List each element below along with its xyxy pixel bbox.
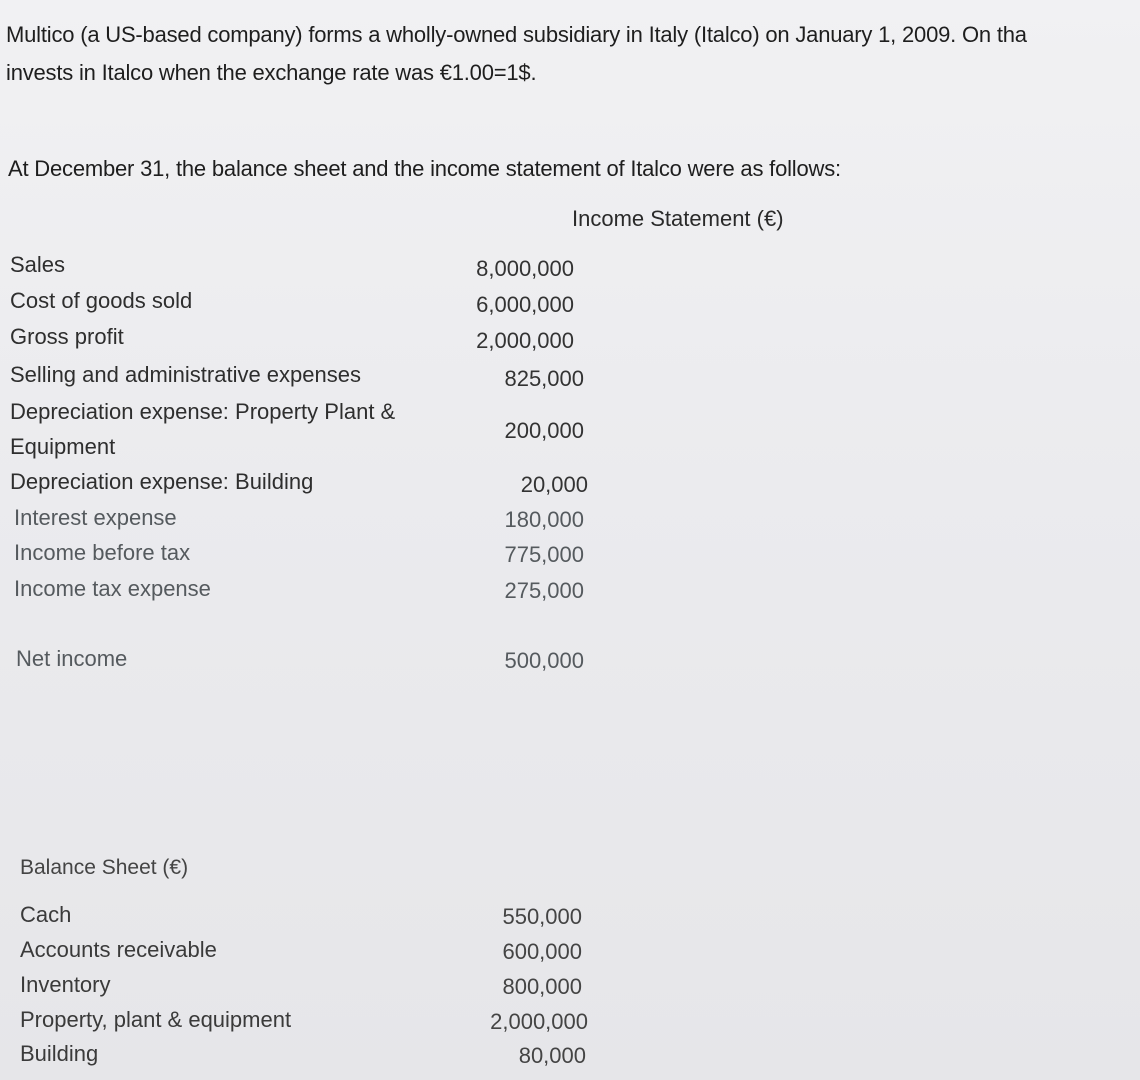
is-label-depr-ppe: Depreciation expense: Property Plant & Equipment [10,399,396,459]
is-label-sales: Sales [10,252,66,277]
is-value-income-before-tax: 775,000 [504,542,584,567]
is-value-cogs: 6,000,000 [476,292,574,317]
is-label-gross-profit: Gross profit [10,324,124,349]
intro-line-1: Multico (a US-based company) forms a wholly-owned subsidiary in Italy (Italco) on January 1, 2009. On tha [6,22,1027,47]
is-label-depr-building: Depreciation expense: Building [10,469,314,494]
is-label-net-income: Net income [16,646,128,671]
is-label-income-before-tax: Income before tax [14,540,191,565]
statement-intro: At December 31, the balance sheet and the income statement of Italco were as follows: [8,156,841,181]
is-value-gross-profit: 2,000,000 [476,328,574,353]
is-value-sales: 8,000,000 [476,256,574,281]
balance-sheet-title: Balance Sheet (€) [20,856,189,879]
income-statement-title: Income Statement (€) [572,206,784,231]
is-label-interest: Interest expense [14,505,177,530]
is-value-interest: 180,000 [504,507,584,532]
is-value-sga: 825,000 [504,366,584,391]
bs-value-inventory: 800,000 [502,974,582,999]
bs-value-cash: 550,000 [502,904,582,929]
bs-label-inventory: Inventory [20,972,111,997]
is-value-depr-ppe: 200,000 [504,418,584,443]
is-label-income-tax: Income tax expense [14,576,211,601]
is-value-net-income: 500,000 [504,648,584,673]
bs-label-cash: Cach [20,902,72,927]
bs-value-building: 80,000 [518,1043,586,1068]
intro-line-2: invests in Italco when the exchange rate was €1.00=1$. [6,60,537,85]
is-label-sga: Selling and administrative expenses [10,362,361,387]
bs-value-accounts-receivable: 600,000 [502,939,582,964]
bs-label-accounts-receivable: Accounts receivable [20,937,217,962]
bs-value-ppe: 2,000,000 [490,1009,588,1034]
bs-label-ppe: Property, plant & equipment [20,1007,292,1032]
bs-label-building: Building [20,1041,99,1066]
is-value-depr-building: 20,000 [520,472,588,497]
is-value-income-tax: 275,000 [504,578,584,603]
is-label-cogs: Cost of goods sold [10,288,193,313]
